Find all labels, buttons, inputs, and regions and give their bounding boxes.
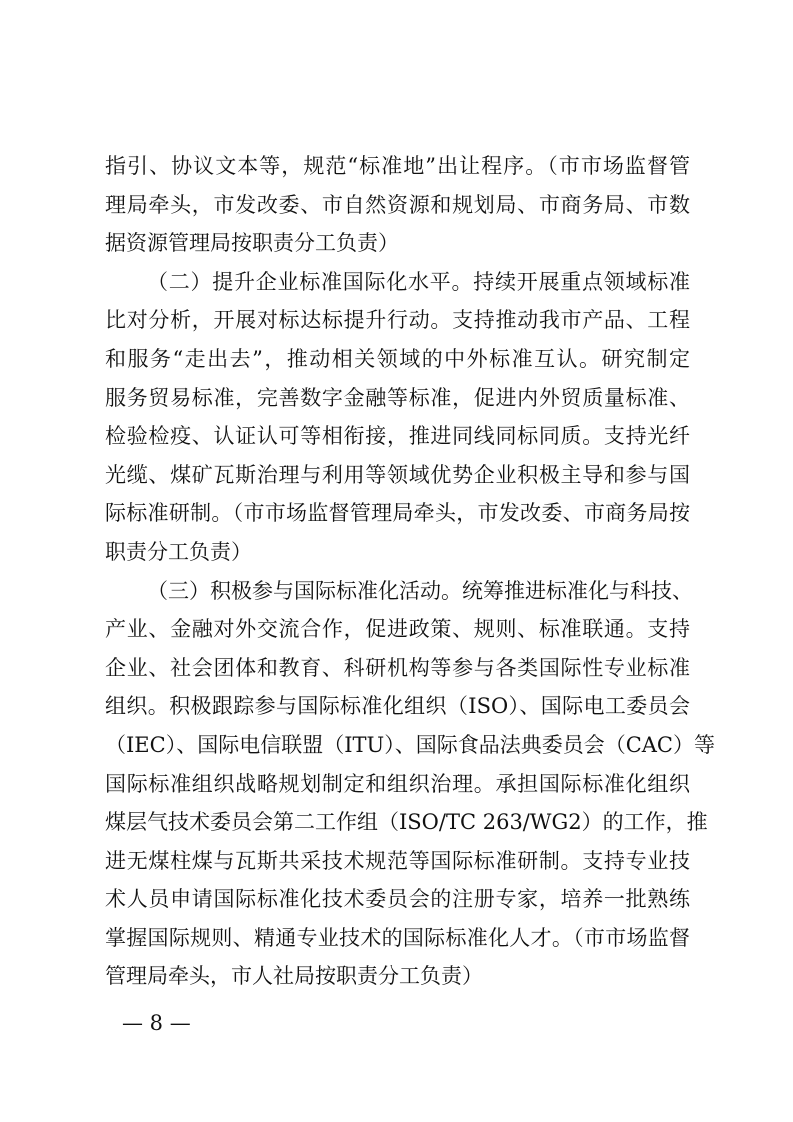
text-line: 管理局牵头，市人社局按职责分工负责） [105, 964, 483, 989]
text-line: 和服务“走出去”，推动相关领域的中外标准互认。研究制定 [105, 346, 690, 371]
paragraph-heading-line: （二）提升企业标准国际化水平。持续开展重点领域标准 [147, 269, 690, 294]
text-line: 光缆、煤矿瓦斯治理与利用等领域优势企业积极主导和参与国 [105, 462, 690, 487]
text-line: 理局牵头，市发改委、市自然资源和规划局、市商务局、市数 [105, 192, 690, 217]
paragraph-heading-line: （三）积极参与国际标准化活动。统筹推进标准化与科技、 [147, 578, 693, 603]
text-line: 指引、协议文本等，规范“标准地”出让程序。（市市场监督管 [105, 154, 690, 178]
body-text [105, 147, 715, 996]
text-line: 国际标准组织战略规划制定和组织治理。承担国际标准化组织 [105, 771, 690, 796]
text-line: 服务贸易标准，完善数字金融等标准，促进内外贸质量标准、 [105, 385, 690, 410]
text-line: 产业、金融对外交流合作，促进政策、规则、标准联通。支持 [105, 617, 690, 642]
text-line: 煤层气技术委员会第二工作组（ISO/TC 263/WG2）的工作，推 [105, 810, 708, 835]
text-line: 掌握国际规则、精通专业技术的国际标准化人才。（市市场监督 [105, 925, 690, 950]
text-line: 企业、社会团体和教育、科研机构等参与各类国际性专业标准 [105, 655, 690, 680]
text-line: 检验检疫、认证认可等相衔接，推进同线同标同质。支持光纤 [105, 424, 690, 449]
text-line: 进无煤柱煤与瓦斯共采技术规范等国际标准研制。支持专业技 [105, 848, 690, 873]
text-line: 际标准研制。（市市场监督管理局牵头，市发改委、市商务局按 [105, 501, 690, 526]
text-line: 职责分工负责） [105, 539, 252, 564]
text-line: 比对分析，开展对标达标提升行动。支持推动我市产品、工程 [105, 308, 690, 333]
page-number: — 8 — [122, 1011, 191, 1035]
text-line: （IEC）、国际电信联盟（ITU）、国际食品法典委员会（CAC）等 [105, 732, 715, 757]
text-line: 组织。积极跟踪参与国际标准化组织（ISO）、国际电工委员会 [105, 694, 690, 719]
text-line: 据资源管理局按职责分工负责） [105, 231, 399, 256]
text-line: 术人员申请国际标准化技术委员会的注册专家，培养一批熟练 [105, 887, 690, 912]
